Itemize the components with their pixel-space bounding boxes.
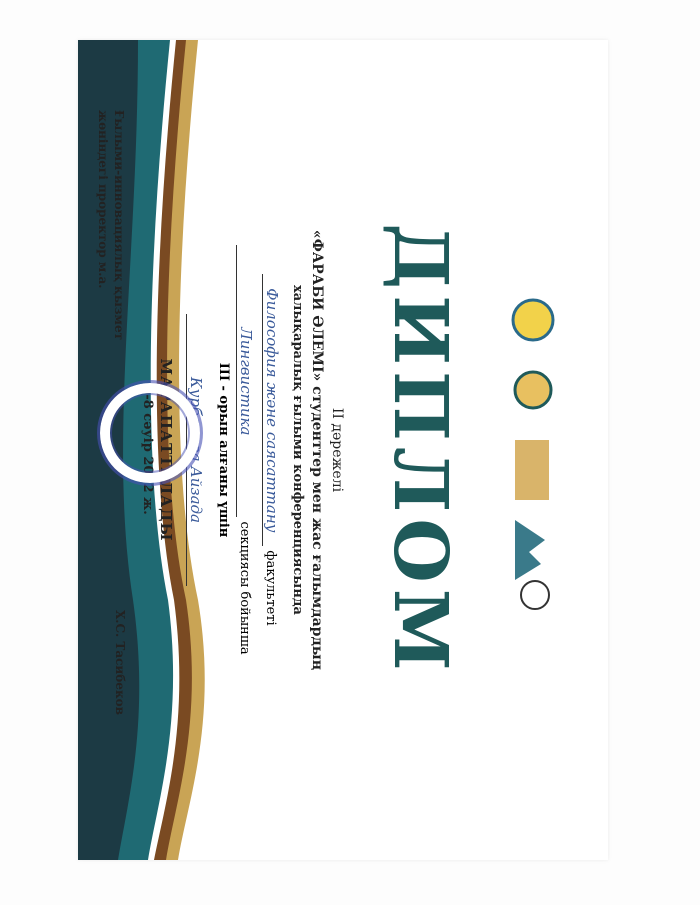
emblem-icon [515, 372, 551, 408]
diploma-sheet [78, 40, 608, 860]
building-icon [515, 440, 549, 500]
section-row [236, 50, 255, 850]
diploma-content [83, 50, 603, 850]
recipient-handwritten: Курбанова Айзада [186, 314, 205, 586]
award-text: МАРАПАТТАЛАДЫ [157, 358, 175, 542]
farabi-portrait-icon [521, 581, 549, 609]
signatory-name: Х.С. Тасибеков [113, 610, 127, 715]
conference-line-1: «ФАРАБИ ӘЛЕМІ» студенттер мен жас ғалымдардың [309, 229, 325, 671]
signatory-role-line-1: Ғылыми-инновациялық қызмет [112, 110, 126, 341]
faculty-suffix: факультеті [263, 550, 278, 626]
faculty-handwritten: Философия және саясаттану [262, 274, 281, 546]
logos-row [503, 290, 563, 610]
degree: ІІ дәрежелі [329, 407, 345, 493]
mountains-icon [515, 520, 545, 580]
faculty-row [262, 50, 281, 850]
diploma-title: ДИПЛОМ [377, 223, 463, 677]
place-text: ІІІ - орын алғаны үшін [216, 362, 231, 538]
section-suffix: секциясы бойынша [237, 521, 252, 655]
signatory-role-line-2: жөніндегі проректор м.а. [96, 110, 110, 289]
university-logo-icon [513, 300, 553, 340]
official-seal-icon [97, 380, 203, 486]
signatory-role [95, 110, 127, 410]
conference-line-2: халықаралық ғылыми конференциясында [290, 285, 305, 615]
award-date: 6-8 сәуір 2022 ж. [140, 385, 155, 515]
section-handwritten: Лингвистика [236, 245, 255, 517]
